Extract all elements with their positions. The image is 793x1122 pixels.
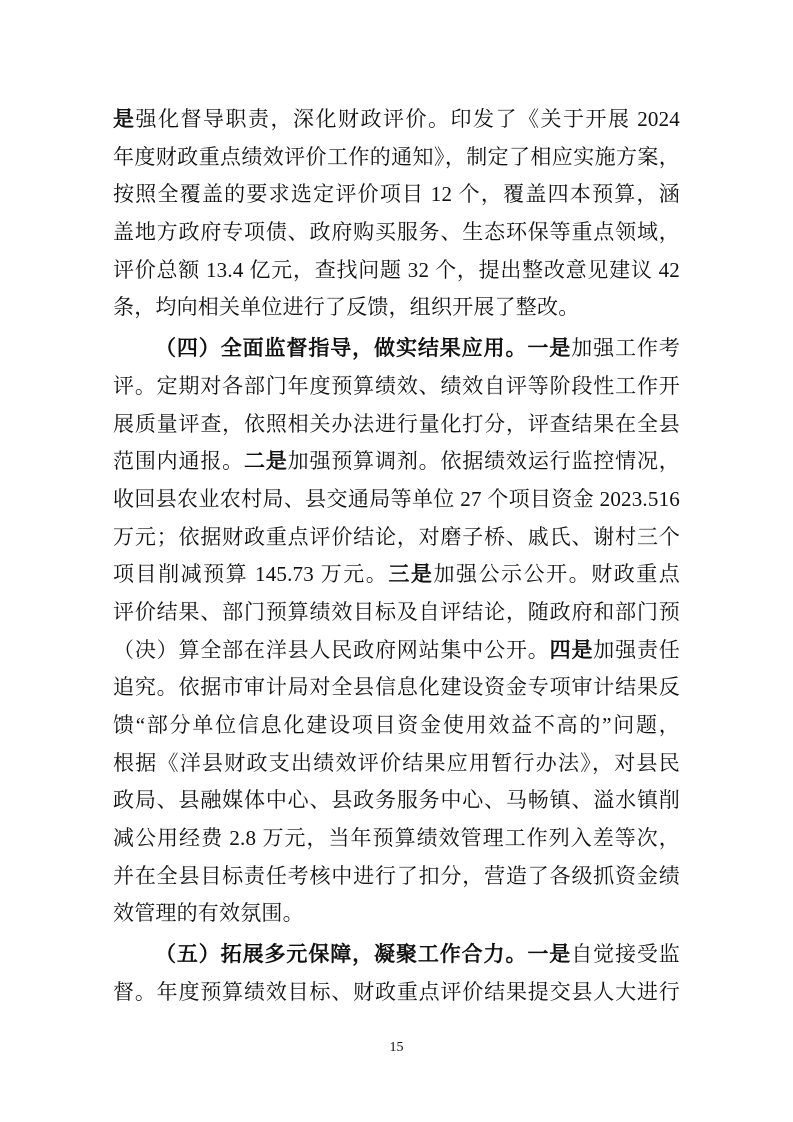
text-run: 条，均向相关单位进行了反馈，组织开展了整改。 — [113, 295, 580, 320]
text-run: 加强公示公开。财政重点 — [433, 562, 680, 587]
document-body — [113, 101, 680, 1012]
emphasis-run: 三是 — [388, 563, 434, 587]
text-line — [113, 858, 680, 896]
text-run: 并在全县目标责任考核中进行了扣分，营造了各级抓资金绩 — [113, 863, 680, 888]
text-line — [113, 745, 680, 783]
text-line — [113, 519, 680, 557]
text-run: 按照全覆盖的要求选定评价项目 12 个，覆盖四本预算，涵 — [113, 182, 680, 207]
text-run: 项目削减预算 145.73 万元。 — [113, 562, 389, 587]
text-run: 范围内通报。 — [113, 449, 244, 474]
text-line — [113, 974, 680, 1012]
emphasis-run: 四是 — [549, 638, 594, 662]
text-run: 评。定期对各部门年度预算绩效、绩效自评等阶段性工作开 — [113, 373, 680, 398]
text-line — [113, 782, 680, 820]
emphasis-run: 是 — [113, 108, 136, 131]
text-line — [113, 936, 680, 974]
text-run: 展质量评查，依照相关办法进行量化打分，评查结果在全县 — [113, 411, 680, 436]
text-run: 政局、县融媒体中心、县政务服务中心、马畅镇、溢水镇削 — [113, 788, 680, 813]
text-run: 馈“部分单位信息化建设项目资金使用效益不高的”问题， — [113, 713, 680, 737]
text-line — [113, 556, 680, 594]
text-line — [113, 176, 680, 214]
text-run: 评价结果、部门预算绩效目标及自评结论，随政府和部门预 — [113, 599, 680, 624]
text-line — [113, 707, 680, 745]
text-line — [113, 368, 680, 406]
text-run: 强化督导职责，深化财政评价。印发了《关于开展 2024 — [135, 107, 680, 131]
emphasis-run: 一是 — [527, 337, 572, 361]
text-run: 自觉接受监 — [571, 942, 681, 967]
text-run: 加强预算调剂。依据绩效运行监控情况， — [287, 449, 681, 474]
text-line — [113, 406, 680, 444]
text-run: 加强责任 — [593, 637, 680, 662]
text-line — [113, 289, 680, 327]
text-run: 万元；依据财政重点评价结论，对磨子桥、戚氏、谢村三个 — [113, 524, 680, 549]
text-line — [113, 669, 680, 707]
text-line — [113, 895, 680, 933]
text-line — [113, 214, 680, 252]
text-line — [113, 252, 680, 290]
emphasis-run: 一是 — [527, 943, 572, 967]
text-line — [113, 101, 680, 139]
text-line — [113, 139, 680, 177]
text-line — [113, 481, 680, 519]
emphasis-run: （四）全面监督指导，做实结果应用。 — [155, 336, 528, 361]
text-run: 评价总额 13.4 亿元，查找问题 32 个，提出整改意见建议 42 — [113, 257, 680, 282]
text-run: 根据《洋县财政支出绩效评价结果应用暂行办法》，对县民 — [113, 750, 680, 775]
text-line — [113, 632, 680, 670]
text-line — [113, 820, 680, 858]
text-run: 减公用经费 2.8 万元，当年预算绩效管理工作列入差等次， — [113, 826, 680, 851]
text-run: 盖地方政府专项债、政府购买服务、生态环保等重点领域， — [113, 220, 680, 245]
text-line — [113, 594, 680, 632]
text-run: 年度财政重点绩效评价工作的通知》，制定了相应实施方案， — [113, 144, 680, 169]
emphasis-run: （五）拓展多元保障，凝聚工作合力。 — [155, 942, 528, 967]
text-line — [113, 443, 680, 481]
text-line — [113, 330, 680, 368]
text-run: 加强工作考 — [571, 336, 681, 361]
text-run: 追究。依据市审计局对全县信息化建设资金专项审计结果反 — [113, 675, 680, 700]
emphasis-run: 二是 — [244, 450, 288, 474]
text-run: 收回县农业农村局、县交通局等单位 27 个项目资金 2023.516 — [113, 486, 680, 511]
page-number: 15 — [389, 1040, 404, 1055]
text-run: 效管理的有效氛围。 — [113, 901, 304, 926]
text-run: （决）算全部在洋县人民政府网站集中公开。 — [113, 637, 550, 662]
text-run: 督。年度预算绩效目标、财政重点评价结果提交县人大进行 — [113, 979, 680, 1004]
